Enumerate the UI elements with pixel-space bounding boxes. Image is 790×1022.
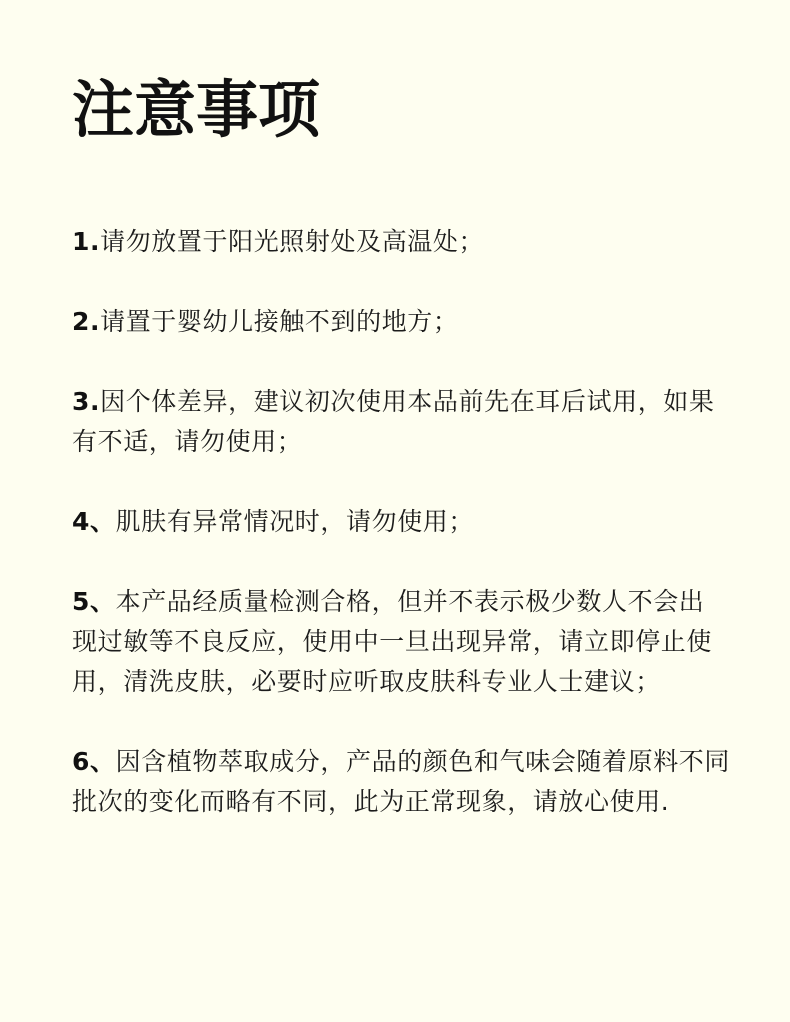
note-text: 肌肤有异常情况时，请勿使用； [115, 507, 475, 536]
note-line [72, 502, 752, 542]
note-line: 有不适，请勿使用； [72, 427, 303, 456]
note-item-2 [72, 302, 752, 342]
page-title: 注意事项 [72, 73, 321, 146]
note-line [72, 222, 752, 262]
note-number: 4、 [72, 507, 116, 536]
note-item-3 [72, 382, 752, 462]
note-item-4 [72, 502, 752, 542]
note-number: 6、 [72, 747, 116, 776]
note-line [72, 302, 752, 342]
note-text: 因含植物萃取成分，产品的颜色和气味会随着原料不同 [115, 747, 731, 776]
note-number: 2. [72, 307, 101, 336]
note-item-6 [72, 742, 752, 822]
note-text: 请置于婴幼儿接触不到的地方； [100, 307, 459, 336]
note-line: 用，清洗皮肤，必要时应听取皮肤科专业人士建议； [72, 667, 661, 696]
note-line [72, 382, 752, 422]
note-number: 5、 [72, 587, 116, 616]
note-text: 请勿放置于阳光照射处及高温处； [100, 227, 485, 256]
note-line [72, 742, 752, 782]
note-number: 1. [72, 227, 101, 256]
note-text: 本产品经质量检测合格，但并不表示极少数人不会出 [115, 587, 705, 616]
notes-list [72, 222, 752, 822]
note-number: 3. [72, 387, 101, 416]
note-line: 批次的变化而略有不同，此为正常现象，请放心使用. [72, 787, 670, 816]
note-line [72, 582, 752, 622]
note-item-5 [72, 582, 752, 702]
note-text: 因个体差异，建议初次使用本品前先在耳后试用，如果 [100, 387, 715, 416]
note-line: 现过敏等不良反应，使用中一旦出现异常，请立即停止使 [72, 627, 713, 656]
note-item-1 [72, 222, 752, 262]
